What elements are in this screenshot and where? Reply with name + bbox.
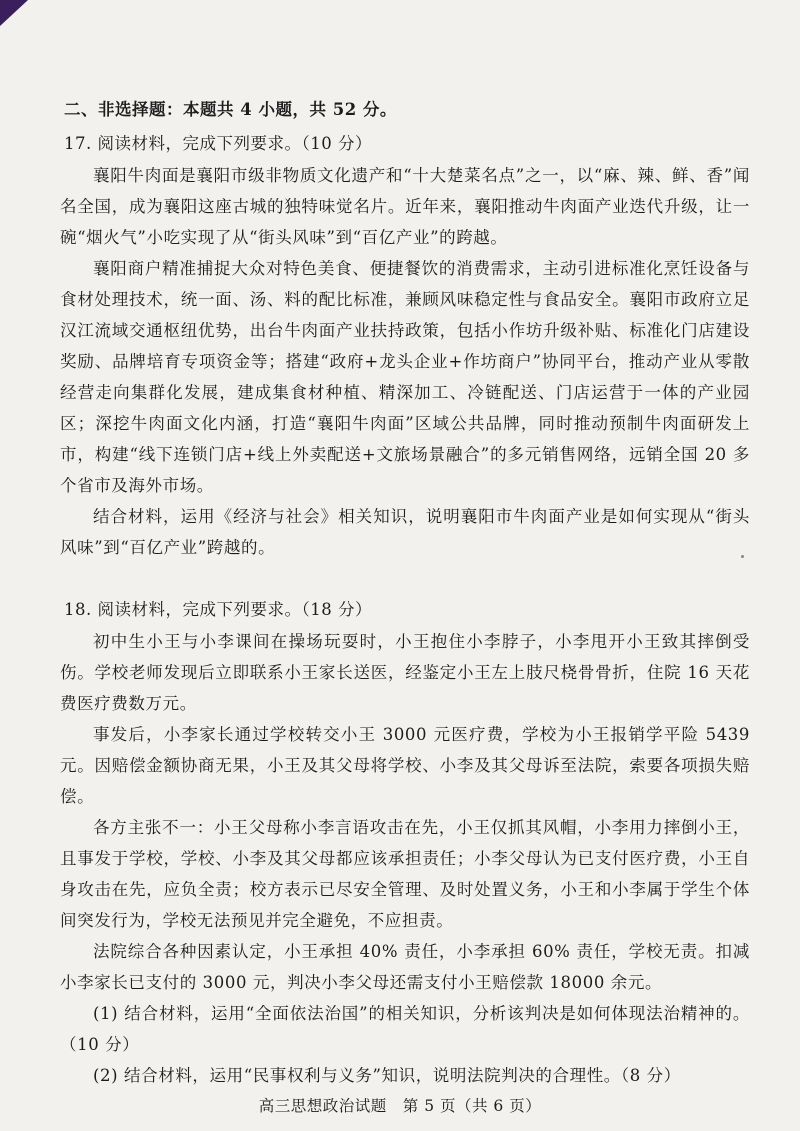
q18-paragraph-2: 事发后，小李家长通过学校转交小王 3000 元医疗费，学校为小王报销学平险 5439 元。因赔偿金额协商无果，小王及其父母将学校、小李及其父母诉至法院，索要各项损失赔偿。 [60,725,750,806]
section-title: 二、非选择题：本题共 4 小题，共 52 分。 [64,100,397,119]
q18-paragraph-3: 各方主张不一：小王父母称小李言语攻击在先，小王仅抓其风帽，小李用力摔倒小王，且事发于学校，学校、小李及其父母都应该承担责任；小李父母认为已支付医疗费，小王自身攻击在先，应负全责；校方表示已尽安全管理、及时处置义务，小王和小李属于学生个体间突发行为，学校无法预见并完全避免，不应担责。 [60,818,750,930]
question-18 [60,596,750,1091]
exam-page [60,96,750,1085]
q18-paragraph-1: 初中生小王与小李课间在操场玩耍时，小王抱住小李脖子，小李甩开小王致其摔倒受伤。学校老师发现后立即联系小王家长送医，经鉴定小王左上肢尺桡骨骨折，住院 16 天花费医疗费数万元。 [60,632,750,713]
q17-question: 结合材料，运用《经济与社会》相关知识，说明襄阳市牛肉面产业是如何实现从“街头风味”到“百亿产业”跨越的。 [60,507,750,557]
q18-subquestion-2: (2) 结合材料，运用“民事权利与义务”知识，说明法院判决的合理性。（8 分） [93,1066,681,1085]
q18-subquestion-1: (1) 结合材料，运用“全面依法治国”的相关知识，分析该判决是如何体现法治精神的。（10 分） [60,1004,750,1054]
page-footer: 高三思想政治试题 第 5 页（共 6 页） [258,1097,542,1115]
q17-paragraph-2: 襄阳商户精准捕捉大众对特色美食、便捷餐饮的消费需求，主动引进标准化烹饪设备与食材处理技术，统一面、汤、料的配比标准，兼顾风味稳定性与食品安全。襄阳市政府立足汉江流域交通枢纽优势，出台牛肉面产业扶持政策，包括小作坊升级补贴、标准化门店建设奖励、品牌培育专项资金等；搭建“政府+龙头企业+作坊商户”协同平台，推动产业从零散经营走向集群化发展，建成集食材种植、精深加工、冷链配送、门店运营于一体的产业园区；深挖牛肉面文化内涵，打造“襄阳牛肉面”区域公共品牌，同时推动预制牛肉面研发上市，构建“线下连锁门店+线上外卖配送+文旅场景融合”的多元销售网络，远销全国 20 多个省市及海外市场。 [60,259,750,495]
question-17-header: 17. 阅读材料，完成下列要求。（10 分） [64,134,372,153]
q18-paragraph-4: 法院综合各种因素认定，小王承担 40% 责任，小李承担 60% 责任，学校无责。扣减小李家长已支付的 3000 元，判决小李父母还需支付小王赔偿款 18000 余元。 [60,942,750,992]
stray-dot [741,555,744,558]
question-18-header: 18. 阅读材料，完成下列要求。（18 分） [64,600,372,619]
q17-paragraph-1: 襄阳牛肉面是襄阳市级非物质文化遗产和“十大楚菜名点”之一，以“麻、辣、鲜、香”闻名全国，成为襄阳这座古城的独特味觉名片。近年来，襄阳推动牛肉面产业迭代升级，让一碗“烟火气”小吃实现了从“街头风味”到“百亿产业”的跨越。 [60,166,750,247]
corner-fold-mark [0,0,30,30]
question-17 [60,130,750,563]
